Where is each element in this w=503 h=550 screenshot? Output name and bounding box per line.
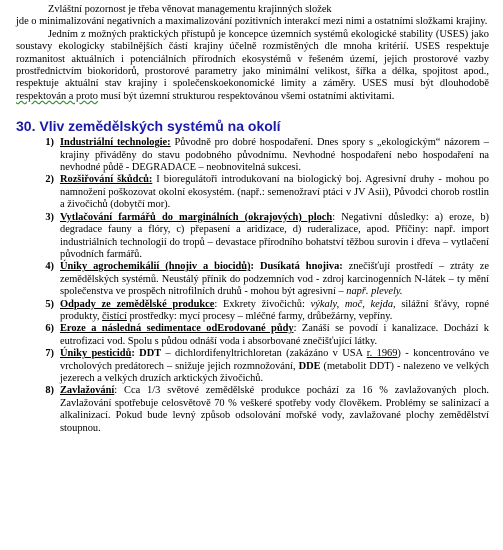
- intro-p2-text-end: musí být územní strukturou respektovánou všemi ostatními aktivitami.: [97, 90, 395, 102]
- item-term: Úniky pesticidů: [60, 348, 132, 360]
- item-body: [60, 299, 489, 324]
- intro-p1-rest: jde o minimalizování negativních a maximalizování pozitivních interakcí mezi nimi a ostatními složkami krajiny.: [16, 16, 488, 28]
- item-term: Úniky agrochemikálií (hnojiv a biocidů): [60, 261, 251, 273]
- list-item: [16, 348, 489, 385]
- item-text: : Exkrety živočichů:: [214, 298, 311, 310]
- item-text: I bioregulátoři introdukovaní na biologický boj. Agresivní druhy - mohou po namnožení poškozovat okolní ekosystém. (např.: semenožraví ptáci v JV Asii), Původci chorob rostlin a živočichů (dobytčí mor).: [60, 174, 489, 211]
- item-text: Původně pro dobré hospodaření. Dnes spory s „ekologickým“ názorem – krajiny přiváděny do stavu podobného původnímu. Nevhodné hospodaření nebo hospodaření na nevhodné půdě - DEGRADACE – neobnovitelná sukcesi.: [60, 137, 489, 174]
- item-number: 4): [45, 261, 54, 273]
- item-underlined-text: r. 1969: [366, 348, 398, 360]
- item-text: – dichlordifenyltrichloretan (zakázáno v USA: [161, 348, 367, 360]
- item-text: silážní šťávy, ropné produkty,: [60, 298, 489, 322]
- item-term: Zavlažování: [60, 385, 115, 397]
- item-italic-text: výkaly, moč, kejda,: [310, 298, 396, 310]
- item-body: [60, 212, 489, 262]
- item-text: znečišťují prostředí – ztráty ze zemědělských systémů. Neustálý přínik do podzemních vod - zdroj karcinogenních N-látek – ty mění společenstva ve prospěch nitrofilních druhů - mohou být agresivní –: [60, 261, 489, 298]
- item-text: ) - koncentrováno ve vrcholových predátorech – snižuje jejich rozmnožování,: [60, 348, 489, 372]
- list-item: [16, 323, 489, 348]
- intro-paragraph-2: [16, 29, 489, 103]
- item-text: : Cca 1/3 světové zemědělské produkce pochází za 16 % zavlažovaných ploch. Zavlažování spotřebuje celosvětově 70 % veškeré spotřeby vody člověkem. Problémy se salinizací a alkalinizací. Pokud bude levný způsob odsolování mořské vody, zavlažované plochy zemědělství stoupnou.: [60, 385, 489, 434]
- item-text: (metabolit DDT) - nalezeno ve velkých jezerech a velkých druzích arktických živočichů.: [60, 360, 489, 384]
- intro-p2-flagged-text: respektován a proto: [16, 90, 98, 102]
- item-number: 6): [45, 323, 54, 335]
- item-body: [60, 385, 489, 435]
- item-body: [60, 261, 489, 298]
- item-term: Rozšiřování škůdců:: [60, 174, 153, 186]
- intro-p1-first-line: Zvláštní pozornost je třeba věnovat managementu krajinných složek: [48, 4, 332, 15]
- item-text: prostředky: mycí procesy – mléčné farmy, drůbežárny, vepříny.: [126, 310, 393, 322]
- item-term: Eroze a následná sedimentace odErodované půdy: [60, 323, 294, 335]
- section-heading: 30. Vliv zemědělských systémů na okolí: [16, 118, 281, 135]
- list-item: [16, 261, 489, 298]
- list-item: [16, 212, 489, 262]
- item-body: [60, 348, 489, 385]
- item-bold-text: DDE: [298, 360, 321, 372]
- item-example: např. plevely.: [346, 286, 403, 298]
- item-number: 2): [45, 174, 54, 186]
- item-term: Industriální technologie:: [60, 137, 171, 149]
- item-text: : Negativní důsledky: a) eroze, b) degradace fauny a flóry, c) přepasení a aridizace, d) ruderalizace, apod. Příčiny: např. import industriálních technologií do tropů – devastace přírodního bohatství těžbou surovin i dřeva – vytlačení původních farmářů.: [60, 211, 489, 260]
- item-text: : Zanáší se povodí i kanalizace. Dochází k eutrofizaci vod. Spolu s půdou odnáší voda i absorbované znečišťující látky.: [60, 323, 489, 347]
- item-number: 8): [45, 385, 54, 397]
- item-term: Vytlačování farmářů do marginálních (okrajových) ploch: [60, 211, 333, 223]
- item-underlined-text: čistící: [102, 310, 127, 322]
- item-number: 1): [45, 137, 54, 149]
- item-number: 7): [45, 348, 54, 360]
- item-subterm: : Dusíkatá hnojiva:: [250, 261, 343, 273]
- intro-paragraph-1: [16, 4, 489, 29]
- list-item: [16, 137, 489, 174]
- item-body: [60, 174, 489, 211]
- item-subterm: : DDT: [131, 348, 162, 360]
- intro-p2-text: Jedním z možných praktických přístupů je koncepce územních systémů ekologické stability (USES) jako soustavy ekologicky stabilnějších částí krajiny účelně rozmístěných dle mnoha kritérií. USES respektuje rozmanitost aktuálních i potenciálních přírodních ekosystémů v řešeném území, jejich prostorové vazby prostřednictvím biokoridorů, prostorové parametry jako minimální velikost, šířka a délka, spojitost apod., respektuje aktuální stav krajiny i společenskoekonomické limity a záměry. USES musí být dlouhodobě: [16, 28, 489, 90]
- list-item: [16, 299, 489, 324]
- list-item: [16, 174, 489, 211]
- section-list: [16, 137, 489, 435]
- list-item: [16, 385, 489, 435]
- item-body: [60, 137, 489, 174]
- item-number: 5): [45, 298, 54, 310]
- item-number: 3): [45, 211, 54, 223]
- item-body: [60, 323, 489, 348]
- item-term: Odpady ze zemědělské produkce: [60, 298, 215, 310]
